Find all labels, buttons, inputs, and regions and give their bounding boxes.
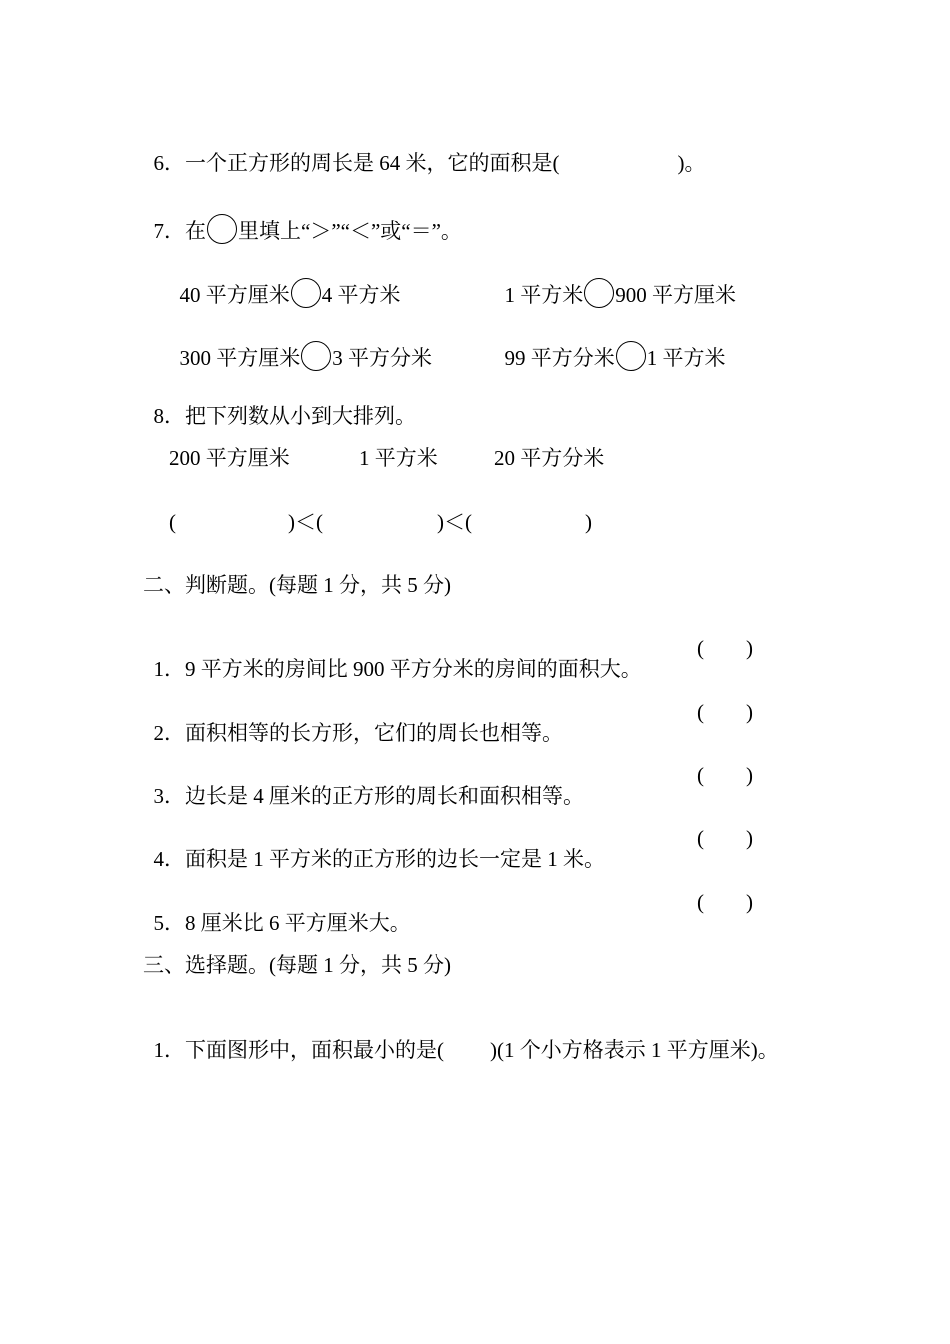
question-text: 9 平方米的房间比 900 平方分米的房间的面积大。 xyxy=(185,657,642,681)
compare-right: 900 平方厘米 xyxy=(615,283,736,307)
order-paren: ) xyxy=(585,510,592,534)
compare-left: 300 平方厘米 xyxy=(179,346,301,370)
order-paren: ( xyxy=(169,510,176,534)
question-close: )。 xyxy=(677,151,706,175)
order-paren: )＜( xyxy=(288,510,323,534)
compare-circle-icon[interactable] xyxy=(584,278,614,308)
judge-item xyxy=(143,638,642,680)
compare-item xyxy=(169,257,401,308)
compare-circle-icon[interactable] xyxy=(616,341,646,371)
question-text: 面积相等的长方形，它们的周长也相等。 xyxy=(185,721,563,745)
question-8 xyxy=(143,385,416,427)
judge-answer-paren[interactable]: ( ) xyxy=(697,700,753,724)
question-number: 7． xyxy=(153,219,185,243)
question-suffix: 里填上“＞”“＜”或“＝”。 xyxy=(238,219,462,243)
judge-answer-paren[interactable]: ( ) xyxy=(697,890,753,914)
question-text: 面积是 1 平方米的正方形的边长一定是 1 米。 xyxy=(185,847,605,871)
question-number: 2． xyxy=(153,721,185,745)
compare-circle-icon[interactable] xyxy=(291,278,321,308)
judge-answer-paren[interactable]: ( ) xyxy=(697,763,753,787)
question-6 xyxy=(143,132,706,174)
question-text: 一个正方形的周长是 64 米，它的面积是( xyxy=(185,151,560,175)
question-number: 6． xyxy=(153,151,185,175)
judge-item xyxy=(143,892,411,934)
order-value: 200 平方厘米 xyxy=(169,446,290,470)
judge-item xyxy=(143,765,584,807)
section-title: 二、判断题。(每题 1 分，共 5 分) xyxy=(143,573,451,597)
question-text: 边长是 4 厘米的正方形的周长和面积相等。 xyxy=(185,784,584,808)
question-number: 1． xyxy=(153,657,185,681)
question-7 xyxy=(143,193,462,244)
compare-left: 40 平方厘米 xyxy=(179,283,290,307)
compare-right: 4 平方米 xyxy=(321,283,401,307)
question-prefix: 在 xyxy=(185,219,206,243)
compare-circle-icon[interactable] xyxy=(301,341,331,371)
compare-item xyxy=(494,320,726,371)
compare-left: 1 平方米 xyxy=(504,283,584,307)
compare-circle-icon xyxy=(207,214,237,244)
question-text: 8 厘米比 6 平方厘米大。 xyxy=(185,911,411,935)
judge-answer-paren[interactable]: ( ) xyxy=(697,636,753,660)
question-number: 1． xyxy=(153,1038,185,1062)
compare-left: 99 平方分米 xyxy=(504,346,615,370)
question-text: 把下列数从小到大排列。 xyxy=(185,404,416,428)
question-number: 5． xyxy=(153,911,185,935)
compare-item xyxy=(169,320,432,371)
judge-answer-paren[interactable]: ( ) xyxy=(697,826,753,850)
order-value: 1 平方米 xyxy=(359,446,438,470)
order-paren: )＜( xyxy=(437,510,472,534)
section-title: 三、选择题。(每题 1 分，共 5 分) xyxy=(143,953,451,977)
question-number: 4． xyxy=(153,847,185,871)
judge-item xyxy=(143,702,563,744)
compare-right: 1 平方米 xyxy=(646,346,726,370)
compare-right: 3 平方分米 xyxy=(332,346,432,370)
judge-item xyxy=(143,828,605,870)
question-close: )(1 个小方格表示 1 平方厘米)。 xyxy=(490,1038,779,1062)
compare-item xyxy=(494,257,736,308)
question-text: 下面图形中，面积最小的是( xyxy=(185,1038,444,1062)
question-number: 3． xyxy=(153,784,185,808)
question-number: 8． xyxy=(153,404,185,428)
choice-item xyxy=(143,1019,779,1061)
order-value: 20 平方分米 xyxy=(494,446,605,470)
